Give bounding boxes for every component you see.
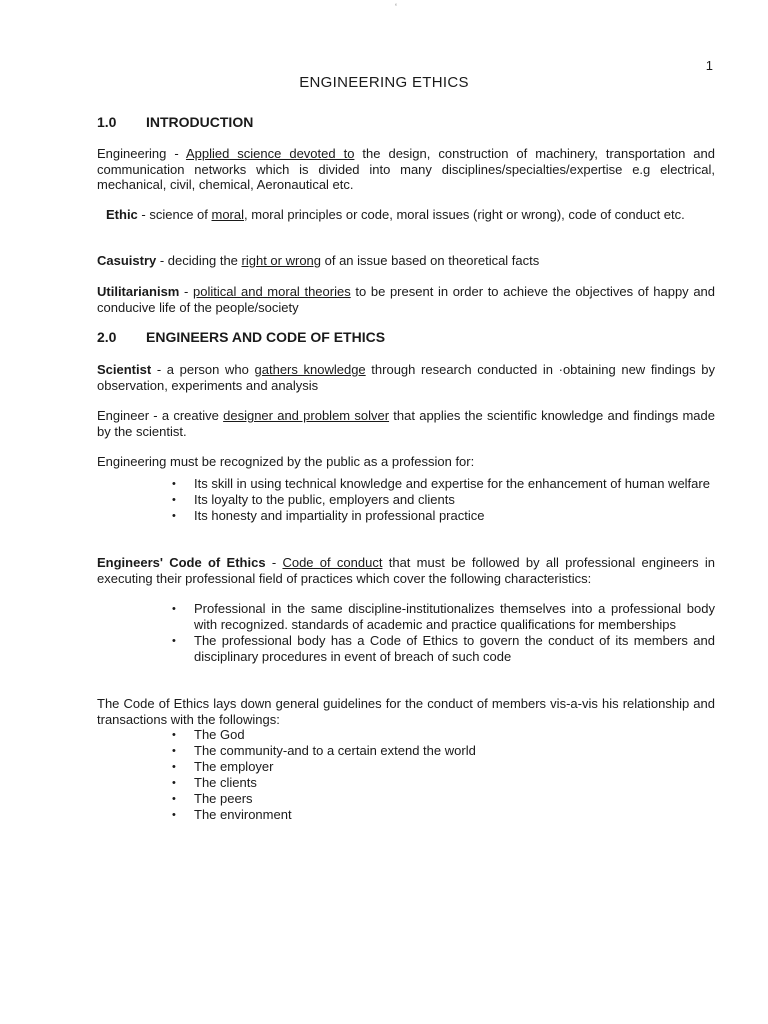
section-title: INTRODUCTION	[146, 114, 254, 130]
definition-code-of-ethics	[97, 555, 715, 586]
profession-intro: Engineering must be recognized by the public as a profession for:	[97, 454, 475, 469]
guidelines-list	[170, 727, 715, 823]
definition-ethic	[97, 207, 715, 223]
section-heading-introduction	[97, 114, 253, 130]
section-heading-engineers-code	[97, 329, 385, 345]
list-item: • The environment	[170, 807, 715, 823]
definition-scientist	[97, 362, 715, 393]
definition-term: Casuistry	[97, 253, 157, 268]
header-mark: ‘	[395, 2, 397, 12]
definition-engineer	[97, 408, 715, 439]
definition-engineering	[97, 146, 715, 193]
section-number: 2.0	[97, 329, 117, 345]
definition-underlined: moral	[211, 207, 245, 222]
list-item: • The peers	[170, 791, 715, 807]
definition-underlined: Applied science devoted to	[185, 146, 355, 161]
definition-term: Ethic	[106, 207, 138, 222]
definition-text: through research conducted in ·obtaining new findings by observation, experiments and analysis	[97, 362, 715, 393]
profession-list	[170, 476, 715, 524]
section-title: ENGINEERS AND CODE OF ETHICS	[146, 329, 386, 345]
definition-separator: -	[179, 284, 193, 299]
definition-underlined: designer and problem solver	[223, 408, 390, 423]
section-number: 1.0	[97, 114, 117, 130]
definition-utilitarianism	[97, 284, 715, 315]
list-item: • The employer	[170, 759, 715, 775]
definition-underlined: Code of conduct	[282, 555, 383, 570]
list-item: • Professional in the same discipline-institutionalizes themselves into a professional body with recognized. standards of academic and practice qualifications for memberships	[170, 601, 715, 633]
definition-casuistry	[97, 253, 715, 269]
definition-separator: - science of	[137, 207, 212, 222]
list-item: • The community-and to a certain extend the world	[170, 743, 715, 759]
definition-text: , moral principles or code, moral issues (right or wrong), code of conduct etc.	[244, 207, 685, 222]
definition-underlined: gathers knowledge	[254, 362, 366, 377]
definition-separator: - deciding the	[156, 253, 242, 268]
definition-separator: - a person who	[151, 362, 255, 377]
list-item: • The professional body has a Code of Ethics to govern the conduct of its members and disciplinary procedures in event of breach of such code	[170, 633, 715, 665]
definition-text: that applies the scientific knowledge and findings made by the scientist.	[97, 408, 715, 439]
definition-text: of an issue based on theoretical facts	[321, 253, 540, 268]
list-item: • The God	[170, 727, 715, 743]
page-number: 1	[705, 58, 713, 73]
guidelines-intro: The Code of Ethics lays down general guidelines for the conduct of members vis-a-vis his relationship and transactions with the followings:	[97, 696, 715, 727]
definition-term: Scientist	[97, 362, 152, 377]
definition-text: to be present in order to achieve the objectives of happy and conducive life of the people/society	[97, 284, 716, 315]
list-item: • Its skill in using technical knowledge and expertise for the enhancement of human welfare	[170, 476, 715, 492]
definition-separator: -	[265, 555, 283, 570]
definition-underlined: political and moral theories	[192, 284, 351, 299]
list-item: • Its loyalty to the public, employers and clients	[170, 492, 715, 508]
definition-text: that must be followed by all professional engineers in executing their professional field of practices which cover the following characteristics:	[97, 555, 715, 586]
list-item: • The clients	[170, 775, 715, 791]
definition-term: Engineers' Code of Ethics	[97, 555, 266, 570]
list-item: • Its honesty and impartiality in professional practice	[170, 508, 715, 524]
definition-underlined: right or wrong	[241, 253, 322, 268]
code-characteristics-list	[170, 601, 715, 665]
definition-term: Engineering -	[97, 146, 186, 161]
definition-term: Engineer - a creative	[97, 408, 224, 423]
definition-text: the design, construction of machinery, transportation and communication networks which is divided into many disciplines/specialties/expertise e.g electrical, mechanical, civil, chemical, Aeronautical etc.	[97, 146, 715, 192]
definition-term: Utilitarianism	[97, 284, 180, 299]
document-title: ENGINEERING ETHICS	[299, 74, 469, 91]
